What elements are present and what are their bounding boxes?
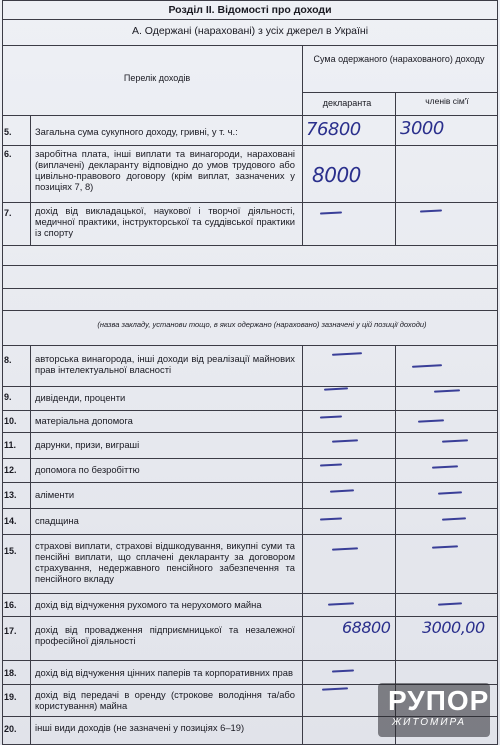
table-row	[2, 534, 498, 593]
declarant-dash	[332, 547, 358, 550]
row-number: 12.	[4, 465, 17, 475]
table-row	[2, 115, 498, 145]
row-label: страхові виплати, страхові відшкодування, викупні суми та пенсійні виплати, що сплачені декларанту за договором страхування, недержавного пенсійного забезпечення та пенсійного вкладу	[35, 540, 295, 584]
family-dash	[438, 491, 462, 494]
declarant-dash	[322, 687, 348, 690]
watermark-title: РУПОР	[388, 685, 490, 716]
declarant-dash	[320, 415, 342, 418]
row-number: 8.	[4, 355, 12, 365]
row-label: дивіденди, проценти	[35, 392, 126, 403]
income-table	[2, 0, 498, 745]
row-label: дарунки, призи, виграші	[35, 439, 140, 450]
institution-note: (назва закладу, установи тощо, в яких одержано (нараховано) зазначені у цій позиції доходи)	[97, 320, 427, 329]
row-number: 18.	[4, 668, 17, 678]
family-dash	[418, 419, 444, 422]
family-dash	[442, 439, 468, 442]
row-number: 9.	[4, 392, 12, 402]
row-label: спадщина	[35, 515, 79, 526]
table-row	[2, 458, 498, 482]
declarant-dash	[332, 669, 354, 672]
row-number: 15.	[4, 546, 17, 556]
row-label: дохід від відчуження рухомого та нерухомого майна	[35, 599, 262, 610]
row-label: авторська винагорода, інші доходи від реалізації майнових прав інтелектуальної власності	[35, 353, 295, 375]
table-row	[2, 202, 498, 245]
declarant-dash	[328, 602, 354, 605]
row-number: 20.	[4, 724, 17, 734]
row-label: дохід від передачі в оренду (строкове володіння та/або користування) майна	[35, 689, 295, 711]
declarant-dash	[320, 463, 342, 466]
row-label: Загальна сума сукупного доходу, гривні, у т. ч.:	[35, 126, 238, 137]
declarant-dash	[330, 489, 354, 492]
subsection-title: А. Одержані (нараховані) з усіх джерел в Україні	[131, 25, 369, 37]
declarant-dash	[332, 439, 358, 442]
family-dash	[432, 545, 458, 548]
row-number: 14.	[4, 516, 17, 526]
column-header-sum: Сума одержаного (нарахованого) доходу	[313, 54, 485, 64]
section-title: Розділ ІІ. Відомості про доходи	[168, 4, 332, 16]
row-number: 17.	[4, 626, 17, 636]
table-row	[2, 508, 498, 534]
row-number: 6.	[4, 149, 12, 159]
declarant-dash	[324, 387, 348, 390]
row-label: дохід від викладацької, наукової і творчої діяльності, медичної практики, інструкторської та суддівської практики із спорту	[35, 205, 295, 238]
row-number: 16.	[4, 600, 17, 610]
family-dash	[420, 209, 442, 212]
family-value: 3000	[400, 118, 444, 139]
declarant-dash	[320, 517, 342, 520]
table-row	[2, 145, 498, 202]
row-label: дохід від відчуження цінних паперів та корпоративних прав	[35, 667, 293, 678]
family-dash	[434, 389, 460, 392]
family-dash	[442, 517, 466, 520]
column-header-family: членів сім'ї	[425, 96, 469, 106]
table-row	[2, 660, 498, 684]
table-row	[2, 386, 498, 410]
declarant-value: 8000	[312, 163, 361, 187]
row-label: матеріальна допомога	[35, 415, 133, 426]
family-dash	[432, 465, 458, 468]
declarant-value: 76800	[306, 119, 361, 140]
table-row	[2, 410, 498, 432]
row-number: 7.	[4, 208, 12, 218]
family-dash	[412, 364, 442, 368]
family-dash	[438, 602, 462, 605]
watermark-subtitle: ЖИТОМИРА	[392, 717, 467, 728]
row-number: 5.	[4, 127, 12, 137]
table-row	[2, 593, 498, 616]
row-label: дохід від провадження підприємницької та незалежної професійної діяльності	[35, 624, 295, 646]
table-row	[2, 432, 498, 458]
table-row	[2, 482, 498, 508]
row-label: аліменти	[35, 489, 75, 500]
row-number: 11.	[4, 440, 17, 450]
row-label: допомога по безробіттю	[35, 464, 140, 475]
table-row	[2, 345, 498, 386]
table-row	[2, 616, 498, 660]
declarant-dash	[332, 352, 362, 356]
rupor-watermark-logo	[378, 683, 490, 737]
row-label: інші види доходів (не зазначені у позиціях 6–19)	[35, 722, 245, 733]
row-label: заробітна плата, інші виплати та винагороди, нараховані (виплачені) декларанту відповідно до умов трудового або цивільно-правового договору (крім виплат, зазначених у позиціях 7, 8)	[35, 148, 295, 192]
family-value: 3000,00	[422, 618, 485, 637]
declarant-dash	[320, 211, 342, 214]
column-header-list: Перелік доходів	[123, 73, 191, 83]
declarant-value: 68800	[342, 618, 391, 637]
row-number: 19.	[4, 692, 17, 702]
row-number: 10.	[4, 416, 17, 426]
row-number: 13.	[4, 490, 17, 500]
column-header-declarant: декларанта	[322, 98, 372, 108]
